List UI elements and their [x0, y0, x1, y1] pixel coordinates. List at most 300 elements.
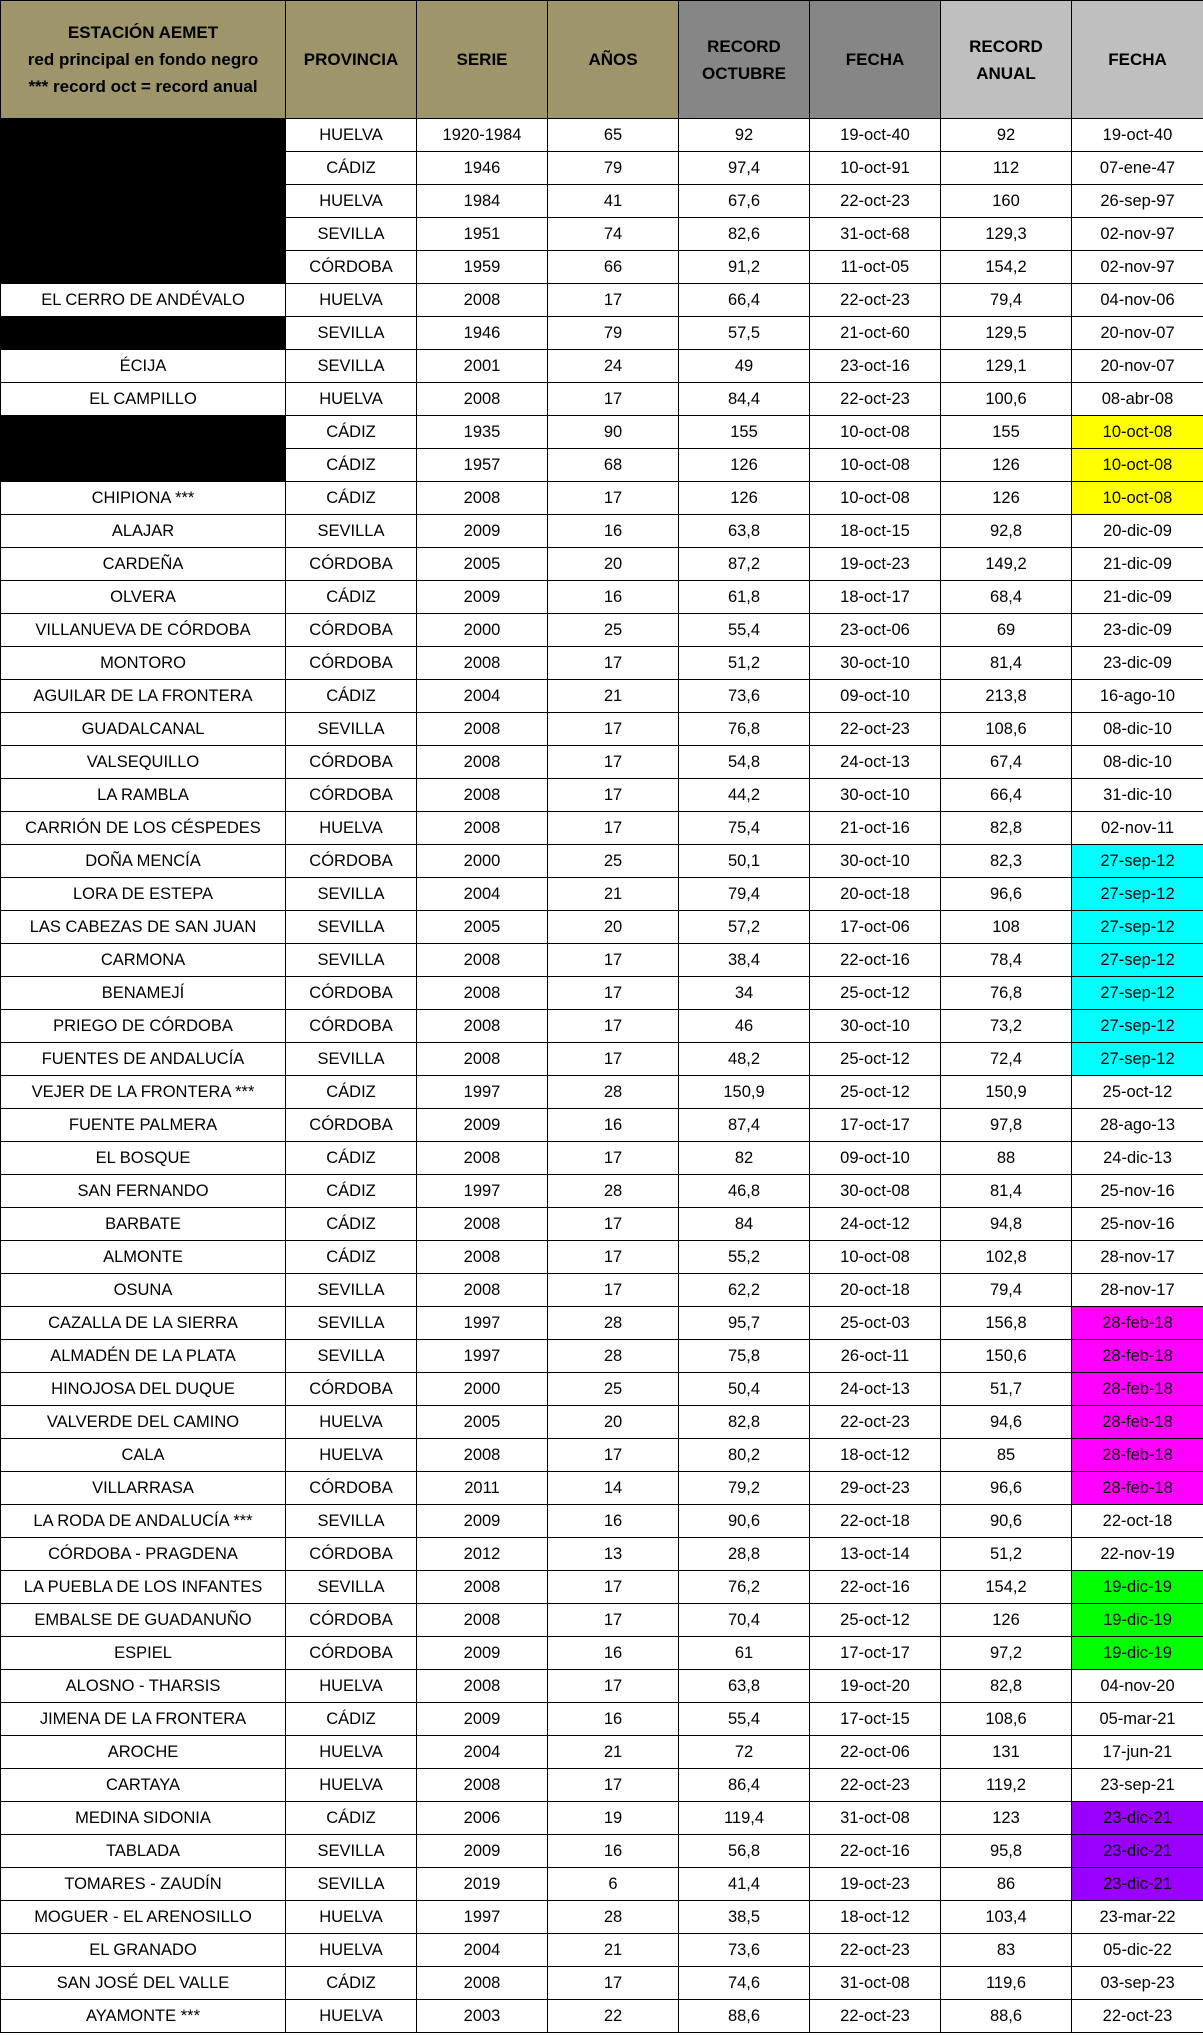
cell-estacion: ROTA *** [1, 449, 286, 482]
cell-fecha-anual: 21-dic-09 [1072, 548, 1203, 581]
table-row [1, 284, 1203, 317]
cell-record-anual: 149,2 [941, 548, 1072, 581]
cell-fecha-octubre: 18-oct-15 [810, 515, 941, 548]
cell-provincia: CÁDIZ [286, 449, 417, 482]
cell-estacion: VALSEQUILLO [1, 746, 286, 779]
cell-provincia: HUELVA [286, 284, 417, 317]
cell-record-octubre: 55,4 [679, 1703, 810, 1736]
cell-fecha-anual: 23-sep-21 [1072, 1769, 1203, 1802]
cell-anos: 17 [548, 812, 679, 845]
cell-serie: 2004 [417, 1736, 548, 1769]
cell-fecha-anual: 19-dic-19 [1072, 1571, 1203, 1604]
cell-estacion: BENAMEJÍ [1, 977, 286, 1010]
header-record-octubre-line-1: RECORD [707, 36, 781, 56]
cell-record-octubre: 57,5 [679, 317, 810, 350]
cell-fecha-anual: 23-dic-21 [1072, 1835, 1203, 1868]
cell-fecha-anual: 28-nov-17 [1072, 1241, 1203, 1274]
cell-serie: 2008 [417, 779, 548, 812]
cell-fecha-anual: 05-mar-21 [1072, 1703, 1203, 1736]
table-row [1, 383, 1203, 416]
cell-serie: 2008 [417, 1241, 548, 1274]
table-row [1, 944, 1203, 977]
table-row [1, 1076, 1203, 1109]
cell-record-anual: 78,4 [941, 944, 1072, 977]
cell-estacion: VALVERDE DEL CAMINO [1, 1406, 286, 1439]
cell-fecha-anual: 28-feb-18 [1072, 1439, 1203, 1472]
cell-anos: 21 [548, 878, 679, 911]
cell-anos: 17 [548, 1571, 679, 1604]
cell-estacion: LA RODA DE ANDALUCÍA *** [1, 1505, 286, 1538]
cell-record-octubre: 28,8 [679, 1538, 810, 1571]
cell-estacion: HINOJOSA DEL DUQUE [1, 1373, 286, 1406]
cell-record-anual: 69 [941, 614, 1072, 647]
table-row [1, 713, 1203, 746]
table-row [1, 680, 1203, 713]
cell-record-octubre: 126 [679, 482, 810, 515]
cell-serie: 2008 [417, 383, 548, 416]
cell-record-anual: 102,8 [941, 1241, 1072, 1274]
cell-fecha-octubre: 20-oct-18 [810, 878, 941, 911]
cell-fecha-octubre: 22-oct-23 [810, 1934, 941, 1967]
cell-anos: 16 [548, 1505, 679, 1538]
cell-serie: 2009 [417, 1505, 548, 1538]
cell-estacion: ALMADÉN DE LA PLATA [1, 1340, 286, 1373]
cell-record-octubre: 54,8 [679, 746, 810, 779]
table-row [1, 548, 1203, 581]
cell-record-anual: 67,4 [941, 746, 1072, 779]
table-row [1, 449, 1203, 482]
cell-fecha-octubre: 30-oct-10 [810, 779, 941, 812]
cell-provincia: SEVILLA [286, 878, 417, 911]
cell-provincia: SEVILLA [286, 1274, 417, 1307]
cell-serie: 2009 [417, 581, 548, 614]
cell-fecha-octubre: 22-oct-16 [810, 944, 941, 977]
table-row [1, 1637, 1203, 1670]
cell-fecha-anual: 22-oct-23 [1072, 2000, 1203, 2033]
cell-fecha-octubre: 13-oct-14 [810, 1538, 941, 1571]
cell-provincia: HUELVA [286, 1769, 417, 1802]
cell-anos: 17 [548, 1010, 679, 1043]
cell-serie: 2008 [417, 713, 548, 746]
cell-fecha-octubre: 25-oct-12 [810, 1076, 941, 1109]
cell-record-anual: 82,3 [941, 845, 1072, 878]
cell-record-anual: 82,8 [941, 812, 1072, 845]
cell-record-octubre: 90,6 [679, 1505, 810, 1538]
cell-anos: 17 [548, 1274, 679, 1307]
cell-record-octubre: 61,8 [679, 581, 810, 614]
cell-fecha-octubre: 24-oct-12 [810, 1208, 941, 1241]
cell-record-octubre: 38,5 [679, 1901, 810, 1934]
cell-record-anual: 95,8 [941, 1835, 1072, 1868]
cell-anos: 28 [548, 1901, 679, 1934]
table-row [1, 647, 1203, 680]
cell-record-anual: 85 [941, 1439, 1072, 1472]
cell-record-octubre: 74,6 [679, 1967, 810, 2000]
cell-provincia: HUELVA [286, 119, 417, 152]
cell-provincia: HUELVA [286, 1439, 417, 1472]
cell-fecha-octubre: 24-oct-13 [810, 746, 941, 779]
cell-record-octubre: 76,8 [679, 713, 810, 746]
table-header [1, 1, 1203, 119]
cell-estacion: CÓRDOBA [1, 251, 286, 284]
cell-estacion: OSUNA [1, 1274, 286, 1307]
cell-provincia: HUELVA [286, 2000, 417, 2033]
header-provincia: PROVINCIA [286, 1, 417, 119]
cell-fecha-octubre: 09-oct-10 [810, 680, 941, 713]
cell-record-octubre: 49 [679, 350, 810, 383]
cell-record-octubre: 66,4 [679, 284, 810, 317]
cell-anos: 17 [548, 284, 679, 317]
cell-estacion: LA PUEBLA DE LOS INFANTES [1, 1571, 286, 1604]
cell-estacion: ALAJAR [1, 515, 286, 548]
cell-anos: 17 [548, 977, 679, 1010]
cell-provincia: HUELVA [286, 812, 417, 845]
cell-serie: 2008 [417, 1142, 548, 1175]
cell-estacion: LAS CABEZAS DE SAN JUAN [1, 911, 286, 944]
cell-provincia: SEVILLA [286, 1868, 417, 1901]
cell-serie: 2008 [417, 1010, 548, 1043]
header-record-anual-line-1: RECORD [969, 36, 1043, 56]
table-row [1, 515, 1203, 548]
cell-fecha-octubre: 29-oct-23 [810, 1472, 941, 1505]
cell-fecha-anual: 19-dic-19 [1072, 1604, 1203, 1637]
cell-anos: 25 [548, 1373, 679, 1406]
cell-fecha-anual: 22-oct-18 [1072, 1505, 1203, 1538]
cell-serie: 2005 [417, 1406, 548, 1439]
cell-serie: 2008 [417, 647, 548, 680]
cell-fecha-octubre: 22-oct-18 [810, 1505, 941, 1538]
cell-fecha-anual: 28-feb-18 [1072, 1472, 1203, 1505]
table-row [1, 152, 1203, 185]
cell-estacion: CÁDIZ *** [1, 416, 286, 449]
cell-fecha-octubre: 30-oct-10 [810, 647, 941, 680]
cell-fecha-anual: 25-nov-16 [1072, 1208, 1203, 1241]
table-row [1, 1043, 1203, 1076]
table-row [1, 1010, 1203, 1043]
cell-record-anual: 108,6 [941, 1703, 1072, 1736]
cell-anos: 20 [548, 911, 679, 944]
cell-anos: 17 [548, 713, 679, 746]
cell-provincia: CÓRDOBA [286, 548, 417, 581]
cell-serie: 2009 [417, 515, 548, 548]
cell-estacion: PRIEGO DE CÓRDOBA [1, 1010, 286, 1043]
cell-fecha-anual: 28-ago-13 [1072, 1109, 1203, 1142]
cell-estacion: MEDINA SIDONIA [1, 1802, 286, 1835]
cell-provincia: CÁDIZ [286, 152, 417, 185]
cell-fecha-octubre: 31-oct-08 [810, 1967, 941, 2000]
cell-fecha-anual: 10-oct-08 [1072, 449, 1203, 482]
table-row [1, 482, 1203, 515]
cell-fecha-octubre: 19-oct-23 [810, 548, 941, 581]
cell-fecha-anual: 25-oct-12 [1072, 1076, 1203, 1109]
cell-fecha-anual: 27-sep-12 [1072, 911, 1203, 944]
cell-fecha-anual: 19-dic-19 [1072, 1637, 1203, 1670]
cell-fecha-octubre: 30-oct-08 [810, 1175, 941, 1208]
cell-anos: 17 [548, 1769, 679, 1802]
cell-provincia: CÁDIZ [286, 1076, 417, 1109]
cell-anos: 16 [548, 1703, 679, 1736]
cell-estacion: OLVERA [1, 581, 286, 614]
table-row [1, 812, 1203, 845]
table-row [1, 1274, 1203, 1307]
table-row [1, 1439, 1203, 1472]
cell-fecha-octubre: 20-oct-18 [810, 1274, 941, 1307]
cell-provincia: CÁDIZ [286, 482, 417, 515]
cell-fecha-octubre: 31-oct-08 [810, 1802, 941, 1835]
cell-provincia: SEVILLA [286, 713, 417, 746]
cell-record-anual: 131 [941, 1736, 1072, 1769]
cell-record-octubre: 75,4 [679, 812, 810, 845]
cell-fecha-anual: 16-ago-10 [1072, 680, 1203, 713]
cell-fecha-octubre: 25-oct-12 [810, 1043, 941, 1076]
cell-record-anual: 112 [941, 152, 1072, 185]
cell-estacion: EL CAMPILLO [1, 383, 286, 416]
table-row [1, 1208, 1203, 1241]
cell-anos: 17 [548, 779, 679, 812]
cell-fecha-octubre: 19-oct-23 [810, 1868, 941, 1901]
cell-estacion: SAN JOSÉ DEL VALLE [1, 1967, 286, 2000]
cell-serie: 2009 [417, 1109, 548, 1142]
cell-record-octubre: 91,2 [679, 251, 810, 284]
cell-anos: 17 [548, 1967, 679, 2000]
cell-estacion: MORÓN [1, 317, 286, 350]
cell-record-octubre: 41,4 [679, 1868, 810, 1901]
cell-serie: 2006 [417, 1802, 548, 1835]
cell-serie: 2008 [417, 1769, 548, 1802]
cell-anos: 17 [548, 383, 679, 416]
header-record-octubre [679, 1, 810, 119]
cell-record-octubre: 34 [679, 977, 810, 1010]
cell-fecha-anual: 28-feb-18 [1072, 1307, 1203, 1340]
cell-record-anual: 86 [941, 1868, 1072, 1901]
cell-fecha-anual: 07-ene-47 [1072, 152, 1203, 185]
cell-provincia: CÓRDOBA [286, 779, 417, 812]
cell-provincia: HUELVA [286, 1934, 417, 1967]
cell-serie: 2008 [417, 812, 548, 845]
cell-fecha-octubre: 23-oct-16 [810, 350, 941, 383]
cell-fecha-octubre: 22-oct-23 [810, 383, 941, 416]
cell-record-octubre: 61 [679, 1637, 810, 1670]
cell-estacion: MONTORO [1, 647, 286, 680]
cell-anos: 25 [548, 845, 679, 878]
cell-fecha-octubre: 10-oct-08 [810, 449, 941, 482]
cell-estacion: CAZALLA DE LA SIERRA [1, 1307, 286, 1340]
cell-provincia: SEVILLA [286, 1571, 417, 1604]
cell-anos: 24 [548, 350, 679, 383]
table-row [1, 1736, 1203, 1769]
table-row [1, 317, 1203, 350]
table-row [1, 1802, 1203, 1835]
cell-anos: 16 [548, 1109, 679, 1142]
cell-provincia: SEVILLA [286, 911, 417, 944]
header-fecha-octubre: FECHA [810, 1, 941, 119]
cell-anos: 68 [548, 449, 679, 482]
cell-record-anual: 155 [941, 416, 1072, 449]
cell-record-anual: 88,6 [941, 2000, 1072, 2033]
cell-record-octubre: 63,8 [679, 515, 810, 548]
cell-fecha-anual: 08-abr-08 [1072, 383, 1203, 416]
cell-fecha-octubre: 22-oct-23 [810, 185, 941, 218]
cell-estacion: EL GRANADO [1, 1934, 286, 1967]
cell-record-anual: 160 [941, 185, 1072, 218]
table-row [1, 1109, 1203, 1142]
cell-fecha-anual: 05-dic-22 [1072, 1934, 1203, 1967]
cell-record-octubre: 119,4 [679, 1802, 810, 1835]
cell-provincia: CÁDIZ [286, 1241, 417, 1274]
cell-provincia: CÓRDOBA [286, 1472, 417, 1505]
cell-anos: 28 [548, 1307, 679, 1340]
cell-record-anual: 68,4 [941, 581, 1072, 614]
cell-fecha-octubre: 21-oct-60 [810, 317, 941, 350]
cell-provincia: CÁDIZ [286, 1802, 417, 1835]
cell-fecha-anual: 10-oct-08 [1072, 416, 1203, 449]
cell-record-anual: 154,2 [941, 251, 1072, 284]
cell-record-anual: 156,8 [941, 1307, 1072, 1340]
cell-fecha-anual: 28-feb-18 [1072, 1340, 1203, 1373]
cell-record-octubre: 38,4 [679, 944, 810, 977]
table-row [1, 845, 1203, 878]
cell-anos: 14 [548, 1472, 679, 1505]
cell-anos: 90 [548, 416, 679, 449]
cell-serie: 1946 [417, 152, 548, 185]
cell-provincia: HUELVA [286, 383, 417, 416]
header-record-octubre-line-2: OCTUBRE [701, 63, 787, 83]
cell-record-anual: 96,6 [941, 878, 1072, 911]
cell-fecha-octubre: 23-oct-06 [810, 614, 941, 647]
cell-estacion: CALA [1, 1439, 286, 1472]
cell-provincia: CÁDIZ [286, 680, 417, 713]
cell-anos: 20 [548, 548, 679, 581]
cell-record-octubre: 84 [679, 1208, 810, 1241]
cell-record-octubre: 75,8 [679, 1340, 810, 1373]
cell-provincia: CÓRDOBA [286, 647, 417, 680]
cell-provincia: SEVILLA [286, 944, 417, 977]
cell-provincia: SEVILLA [286, 515, 417, 548]
cell-fecha-anual: 19-oct-40 [1072, 119, 1203, 152]
cell-anos: 16 [548, 515, 679, 548]
table-row [1, 1241, 1203, 1274]
cell-fecha-anual: 02-nov-97 [1072, 218, 1203, 251]
cell-anos: 41 [548, 185, 679, 218]
cell-record-octubre: 73,6 [679, 1934, 810, 1967]
cell-serie: 2008 [417, 1571, 548, 1604]
cell-serie: 2008 [417, 944, 548, 977]
cell-provincia: SEVILLA [286, 1505, 417, 1538]
cell-fecha-anual: 28-feb-18 [1072, 1406, 1203, 1439]
cell-serie: 2011 [417, 1472, 548, 1505]
cell-record-anual: 97,8 [941, 1109, 1072, 1142]
cell-record-octubre: 84,4 [679, 383, 810, 416]
cell-estacion: ALMONTE [1, 1241, 286, 1274]
cell-estacion: EL BOSQUE [1, 1142, 286, 1175]
cell-provincia: HUELVA [286, 1406, 417, 1439]
cell-provincia: CÓRDOBA [286, 746, 417, 779]
table-row [1, 251, 1203, 284]
table-body [1, 119, 1203, 2033]
table-row [1, 185, 1203, 218]
cell-record-octubre: 155 [679, 416, 810, 449]
table-row [1, 1769, 1203, 1802]
cell-estacion: FUENTE PALMERA [1, 1109, 286, 1142]
table-row [1, 878, 1203, 911]
cell-fecha-anual: 04-nov-20 [1072, 1670, 1203, 1703]
cell-fecha-anual: 23-dic-21 [1072, 1868, 1203, 1901]
cell-record-octubre: 62,2 [679, 1274, 810, 1307]
cell-provincia: SEVILLA [286, 218, 417, 251]
cell-record-anual: 108,6 [941, 713, 1072, 746]
cell-serie: 1951 [417, 218, 548, 251]
cell-record-anual: 81,4 [941, 647, 1072, 680]
cell-anos: 28 [548, 1076, 679, 1109]
cell-record-anual: 90,6 [941, 1505, 1072, 1538]
table-row [1, 581, 1203, 614]
cell-record-octubre: 150,9 [679, 1076, 810, 1109]
cell-serie: 2005 [417, 911, 548, 944]
cell-fecha-octubre: 25-oct-03 [810, 1307, 941, 1340]
cell-serie: 1997 [417, 1901, 548, 1934]
cell-fecha-anual: 04-nov-06 [1072, 284, 1203, 317]
cell-provincia: CÓRDOBA [286, 1538, 417, 1571]
cell-provincia: CÓRDOBA [286, 1109, 417, 1142]
cell-record-octubre: 50,1 [679, 845, 810, 878]
cell-serie: 2000 [417, 614, 548, 647]
cell-serie: 2008 [417, 1670, 548, 1703]
cell-serie: 1997 [417, 1307, 548, 1340]
cell-estacion: HUELVA *** [1, 119, 286, 152]
cell-estacion: RONDA ESTE [1, 185, 286, 218]
cell-record-octubre: 79,2 [679, 1472, 810, 1505]
table-row [1, 977, 1203, 1010]
cell-record-anual: 82,8 [941, 1670, 1072, 1703]
header-record-anual [941, 1, 1072, 119]
cell-record-anual: 100,6 [941, 383, 1072, 416]
cell-record-anual: 103,4 [941, 1901, 1072, 1934]
cell-anos: 17 [548, 746, 679, 779]
cell-estacion: ÉCIJA [1, 350, 286, 383]
cell-record-octubre: 79,4 [679, 878, 810, 911]
cell-fecha-octubre: 22-oct-23 [810, 284, 941, 317]
cell-record-octubre: 82,6 [679, 218, 810, 251]
cell-record-octubre: 51,2 [679, 647, 810, 680]
table-row [1, 911, 1203, 944]
cell-fecha-octubre: 22-oct-23 [810, 1406, 941, 1439]
table-row [1, 2000, 1203, 2033]
cell-record-anual: 97,2 [941, 1637, 1072, 1670]
cell-provincia: CÁDIZ [286, 416, 417, 449]
cell-fecha-octubre: 17-oct-06 [810, 911, 941, 944]
cell-anos: 19 [548, 1802, 679, 1835]
cell-fecha-octubre: 17-oct-15 [810, 1703, 941, 1736]
cell-fecha-anual: 27-sep-12 [1072, 878, 1203, 911]
cell-fecha-anual: 21-dic-09 [1072, 581, 1203, 614]
cell-fecha-octubre: 22-oct-16 [810, 1571, 941, 1604]
cell-record-octubre: 97,4 [679, 152, 810, 185]
cell-serie: 2008 [417, 977, 548, 1010]
cell-record-anual: 79,4 [941, 1274, 1072, 1307]
cell-serie: 2000 [417, 845, 548, 878]
cell-fecha-anual: 23-dic-09 [1072, 614, 1203, 647]
cell-serie: 1959 [417, 251, 548, 284]
cell-record-octubre: 46,8 [679, 1175, 810, 1208]
cell-serie: 2005 [417, 548, 548, 581]
cell-serie: 2009 [417, 1637, 548, 1670]
cell-serie: 2000 [417, 1373, 548, 1406]
cell-fecha-anual: 02-nov-11 [1072, 812, 1203, 845]
cell-fecha-octubre: 21-oct-16 [810, 812, 941, 845]
cell-estacion: GUADALCANAL [1, 713, 286, 746]
cell-serie: 2019 [417, 1868, 548, 1901]
cell-provincia: HUELVA [286, 1670, 417, 1703]
